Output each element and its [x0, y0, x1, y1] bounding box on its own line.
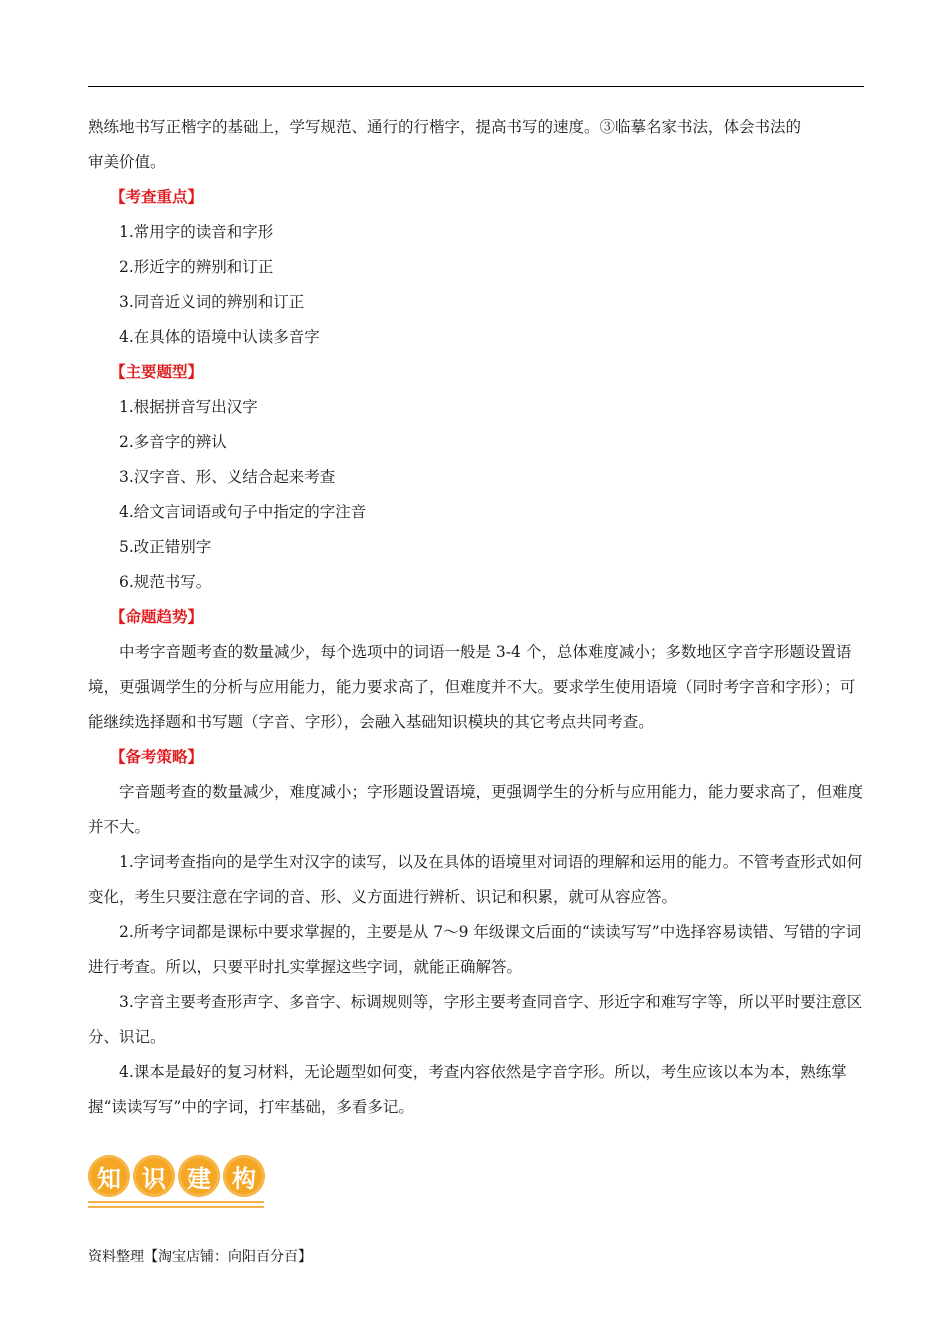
types-item: 2.多音字的辨认 — [119, 433, 227, 451]
strategy-paragraph: 字音题考查的数量减少，难度减小；字形题设置语境，更强调学生的分析与应用能力，能力要求高了，但难度并不大。 — [88, 783, 864, 836]
intro-line-1: 熟练地书写正楷字的基础上，学写规范、通行的行楷字，提高书写的速度。③临摹名家书法，体会书法的 — [88, 118, 802, 136]
section-logo-knowledge-structure — [88, 1155, 278, 1215]
focus-item: 1.常用字的读音和字形 — [119, 223, 274, 241]
types-item: 6.规范书写。 — [119, 573, 212, 591]
logo-stripe — [88, 1206, 264, 1208]
trend-paragraph: 中考字音题考查的数量减少，每个选项中的词语一般是 3-4 个，总体难度减小；多数地区字音字形题设置语境，更强调学生的分析与应用能力，能力要求高了，但难度并不大。要求学生使用语境（同时考字音和字形）；可能继续选择题和书写题（字音、字形），会融入基础知识模块的其它考点共同考查。 — [88, 643, 856, 731]
header-rule — [88, 86, 864, 87]
types-item: 5.改正错别字 — [119, 538, 212, 556]
strategy-paragraph: 1.字词考查指向的是学生对汉字的读写，以及在具体的语境里对词语的理解和运用的能力。不管考查形式如何变化，考生只要注意在字词的音、形、义方面进行辨析、识记和积累，就可从容应答。 — [88, 853, 863, 906]
logo-char: 识 — [133, 1155, 175, 1197]
focus-heading: 【考查重点】 — [110, 188, 204, 206]
types-heading: 【主要题型】 — [110, 363, 204, 381]
focus-item: 4.在具体的语境中认读多音字 — [119, 328, 320, 346]
types-item: 4.给文言词语或句子中指定的字注音 — [119, 503, 367, 521]
strategy-paragraph: 2.所考字词都是课标中要求掌握的，主要是从 7～9 年级课文后面的“读读写写”中选择容易读错、写错的字词进行考查。所以，只要平时扎实掌握这些字词，就能正确解答。 — [88, 923, 862, 976]
strategy-heading: 【备考策略】 — [110, 748, 204, 766]
types-item: 1.根据拼音写出汉字 — [119, 398, 258, 416]
focus-item: 2.形近字的辨别和订正 — [119, 258, 274, 276]
focus-item: 3.同音近义词的辨别和订正 — [119, 293, 305, 311]
trend-heading: 【命题趋势】 — [110, 608, 204, 626]
page-content — [88, 110, 864, 1125]
types-item: 3.汉字音、形、义结合起来考查 — [119, 468, 336, 486]
logo-char: 知 — [88, 1155, 130, 1197]
logo-char: 构 — [223, 1155, 265, 1197]
strategy-paragraph: 3.字音主要考查形声字、多音字、标调规则等，字形主要考查同音字、形近字和难写字等，所以平时要注意区分、识记。 — [88, 993, 863, 1046]
strategy-paragraph: 4.课本是最好的复习材料，无论题型如何变，考查内容依然是字音字形。所以，考生应该以本为本，熟练掌握“读读写写”中的字词，打牢基础，多看多记。 — [88, 1063, 847, 1116]
intro-line-2: 审美价值。 — [88, 153, 166, 171]
logo-char: 建 — [178, 1155, 220, 1197]
footer-source: 资料整理【淘宝店铺：向阳百分百】 — [88, 1249, 312, 1265]
logo-stripe — [88, 1201, 264, 1203]
